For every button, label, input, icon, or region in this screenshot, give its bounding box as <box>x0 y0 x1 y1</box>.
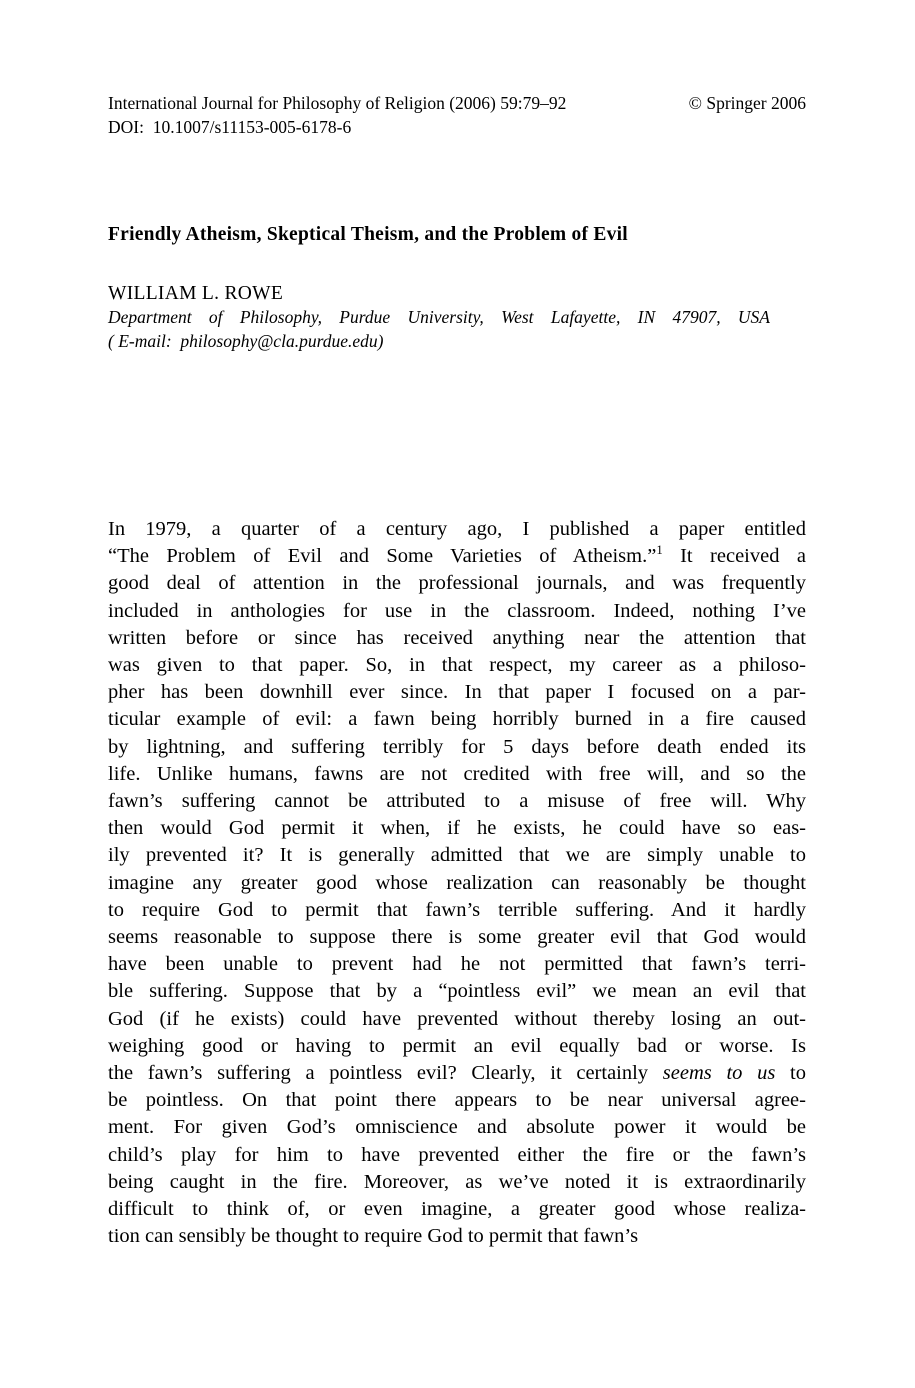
body-line: fawn’s suffering cannot be attributed to a misuse of free will. Why <box>108 790 806 813</box>
body-line: have been unable to prevent had he not permitted that fawn’s terri- <box>108 953 806 976</box>
author-name: WILLIAM L. ROWE <box>108 283 284 304</box>
body-line: to require God to permit that fawn’s terrible suffering. And it hardly <box>108 898 806 921</box>
body-line: by lightning, and suffering terribly for 5 days before death ended its <box>108 735 806 758</box>
body-line-text: It received a <box>662 545 806 568</box>
footnote-marker[interactable]: 1 <box>656 543 663 558</box>
body-line-text: “The Problem of Evil and Some Varieties of Atheism.” <box>108 545 657 568</box>
paragraph-opening <box>108 516 806 1250</box>
running-head <box>108 92 806 139</box>
author-email: ( E-mail: philosophy@cla.purdue.edu) <box>108 330 384 351</box>
body-line-text: the fawn’s suffering a pointless evil? Clearly, it certainly <box>108 1062 663 1085</box>
body-line: difficult to think of, or even imagine, a greater good whose realiza- <box>108 1198 806 1221</box>
body-line: included in anthologies for use in the classroom. Indeed, nothing I’ve <box>108 599 806 622</box>
body-line <box>108 1060 806 1087</box>
body-line: be pointless. On that point there appears to be near universal agree- <box>108 1089 806 1112</box>
author-block <box>108 281 806 353</box>
body-line: pher has been downhill ever since. In that paper I focused on a par- <box>108 681 806 704</box>
body-line: written before or since has received anything near the attention that <box>108 626 806 649</box>
emphasis-text: seems to us <box>662 1062 776 1085</box>
body-line: God (if he exists) could have prevented without thereby losing an out- <box>108 1007 806 1030</box>
body-line-text: to <box>775 1062 806 1085</box>
body-line: imagine any greater good whose realization can reasonably be thought <box>108 871 806 894</box>
body-line <box>108 543 806 570</box>
body-line: child’s play for him to have prevented either the fire or the fawn’s <box>108 1143 806 1166</box>
doi-line: DOI: 10.1007/s11153-005-6178-6 <box>108 117 352 137</box>
body-line: ily prevented it? It is generally admitted that we are simply unable to <box>108 844 806 867</box>
body-line: In 1979, a quarter of a century ago, I published a paper entitled <box>108 518 806 540</box>
body-line: seems reasonable to suppose there is some greater evil that God would <box>108 926 806 949</box>
copyright-line: © Springer 2006 <box>688 93 806 113</box>
article-title: Friendly Atheism, Skeptical Theism, and the Problem of Evil <box>108 224 628 246</box>
body-line: was given to that paper. So, in that respect, my career as a philoso- <box>108 654 806 677</box>
body-line: tion can sensibly be thought to require God to permit that fawn’s <box>108 1225 639 1248</box>
body-line: weighing good or having to permit an evil equally bad or worse. Is <box>108 1034 806 1057</box>
body-line: being caught in the fire. Moreover, as we’ve noted it is extraordinarily <box>108 1170 806 1193</box>
running-head-row <box>108 92 806 115</box>
body-line: then would God permit it when, if he exists, he could have so eas- <box>108 817 806 840</box>
body-line: ticular example of evil: a fawn being horribly burned in a fire caused <box>108 708 806 731</box>
body-line: life. Unlike humans, fawns are not credited with free will, and so the <box>108 762 806 785</box>
body-text <box>108 516 806 1250</box>
author-affiliation: Department of Philosophy, Purdue University, West Lafayette, IN 47907, USA <box>108 307 770 327</box>
body-line: ment. For given God’s omniscience and absolute power it would be <box>108 1116 806 1139</box>
body-line: good deal of attention in the professional journals, and was frequently <box>108 572 806 595</box>
body-line: ble suffering. Suppose that by a “pointless evil” we mean an evil that <box>108 980 806 1003</box>
journal-citation-line: International Journal for Philosophy of Religion (2006) 59:79–92 <box>108 93 567 113</box>
